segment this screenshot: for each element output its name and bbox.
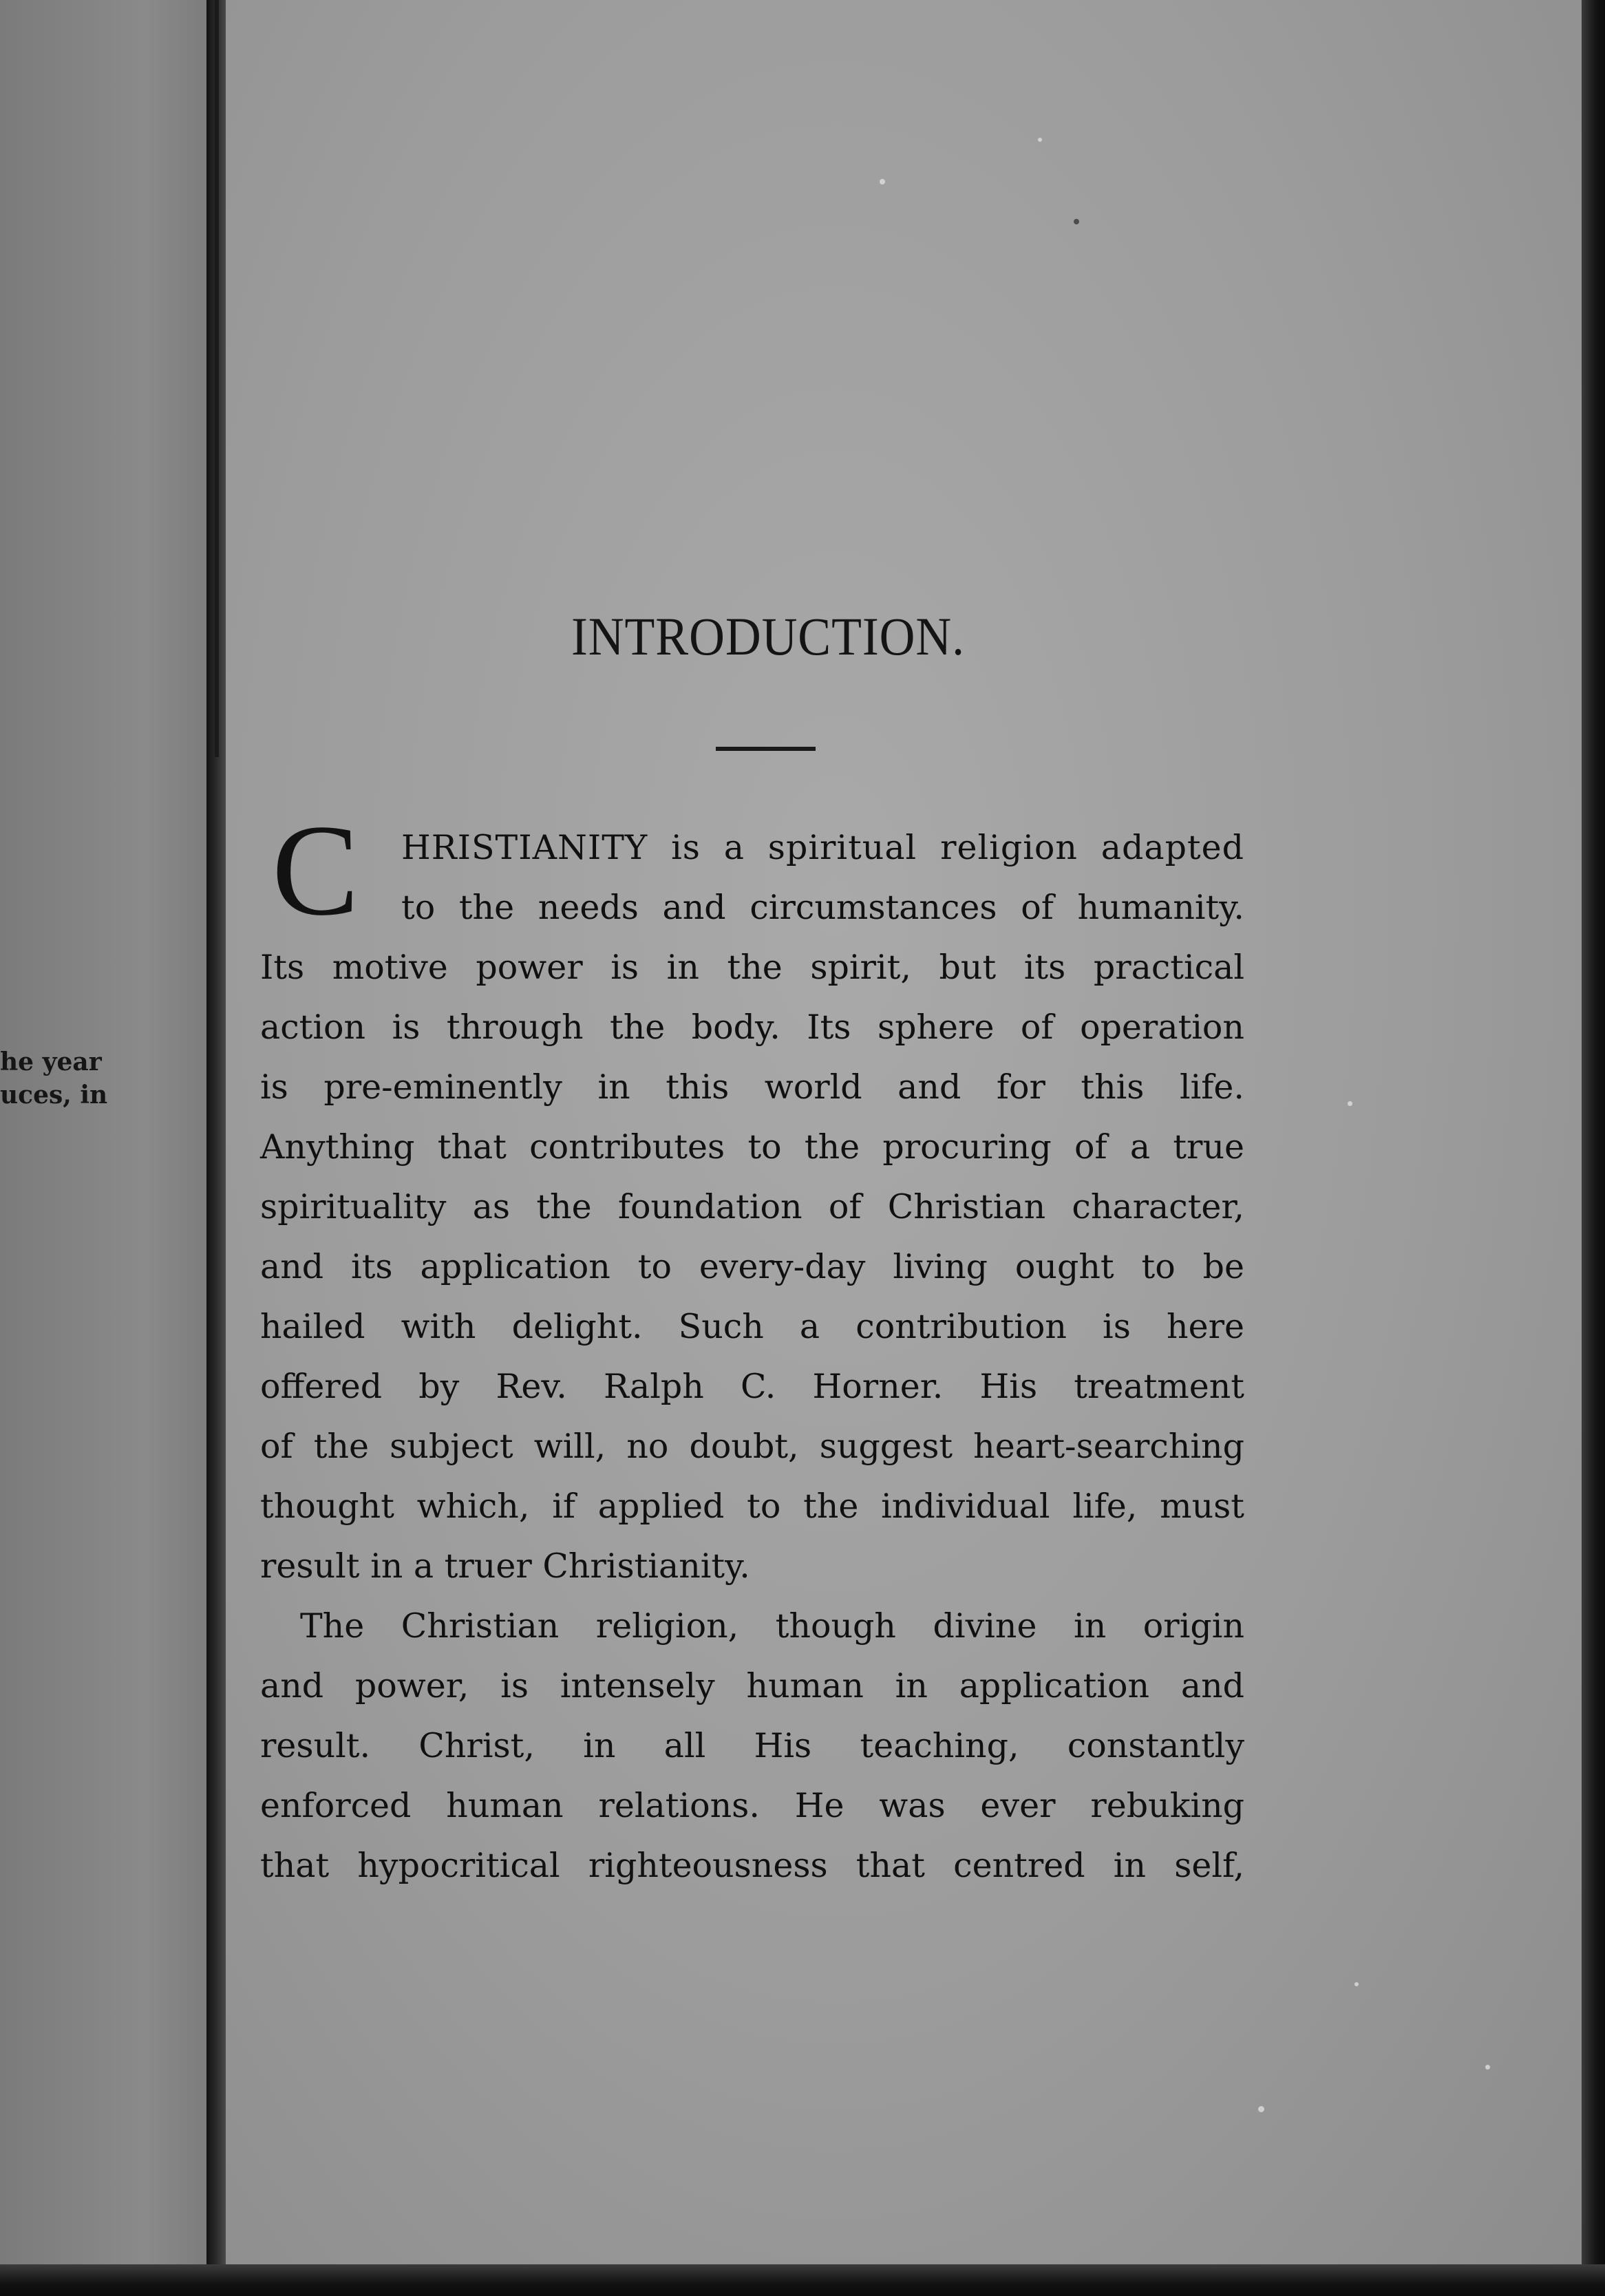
paper-speck — [1354, 1982, 1359, 1986]
paper-speck — [1348, 1101, 1352, 1106]
drop-cap: C — [272, 798, 359, 943]
page-title: INTRODUCTION. — [571, 606, 966, 666]
text-line: to the needs and circumstances of humanity. — [401, 888, 1244, 927]
text-line: The Christian religion, though divine in origin — [300, 1606, 1244, 1646]
text-line: is pre-eminently in this world and for this life. — [260, 1067, 1244, 1107]
text-line: spirituality as the foundation of Christian character, — [260, 1187, 1244, 1226]
text-line: Anything that contributes to the procuring of a true — [260, 1127, 1244, 1167]
body-text — [260, 818, 1244, 1895]
verso-text-line-2: uces, in — [0, 1081, 108, 1109]
text-line: thought which, if applied to the individual life, must — [260, 1487, 1244, 1526]
text-line: Its motive power is in the spirit, but its practical — [260, 948, 1244, 987]
paper-speck — [1038, 138, 1042, 142]
text-line: enforced human relations. He was ever rebuking — [260, 1786, 1244, 1825]
paper-speck — [880, 179, 885, 184]
text-line: that hypocritical righteousness that centred in self, — [260, 1846, 1244, 1885]
facing-page-edge — [0, 0, 206, 2271]
text-line: result in a truer Christianity. — [260, 1546, 750, 1586]
paper-speck — [1074, 219, 1079, 224]
text-line: hailed with delight. Such a contribution is here — [260, 1307, 1244, 1346]
paper-speck — [1485, 2065, 1490, 2070]
text-line: and power, is intensely human in application and — [260, 1666, 1244, 1705]
paragraph-1 — [260, 818, 1244, 1596]
paper-speck — [1258, 2106, 1264, 2112]
right-scan-edge — [1582, 0, 1605, 2296]
text-line: and its application to every-day living ought to be — [260, 1247, 1244, 1286]
text-line: HRISTIANITY is a spiritual religion adapted — [401, 828, 1244, 867]
bottom-scan-edge — [0, 2264, 1605, 2296]
text-line: result. Christ, in all His teaching, constantly — [260, 1726, 1244, 1765]
text-line: of the subject will, no doubt, suggest heart-searching — [260, 1427, 1244, 1466]
title-rule — [716, 747, 816, 751]
verso-text-line-1: he year — [0, 1048, 102, 1076]
text-line: action is through the body. Its sphere of operation — [260, 1008, 1244, 1047]
text-line: offered by Rev. Ralph C. Horner. His treatment — [260, 1367, 1244, 1406]
paragraph-2 — [260, 1596, 1244, 1895]
